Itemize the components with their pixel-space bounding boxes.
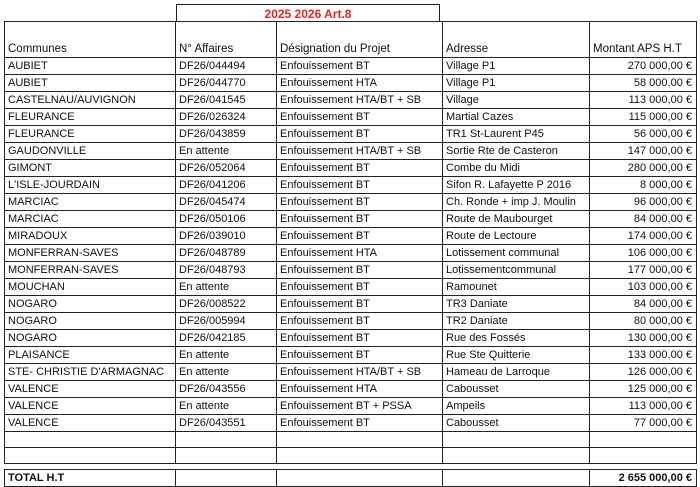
adresse-cell: Sortie Rte de Casteron bbox=[443, 143, 590, 160]
commune-cell: FLEURANCE bbox=[5, 109, 176, 126]
affaire-cell: DF26/042185 bbox=[176, 330, 277, 347]
empty-cell bbox=[176, 432, 277, 448]
table-row bbox=[5, 177, 697, 194]
adresse-cell: Martial Cazes bbox=[443, 109, 590, 126]
affaire-cell: DF26/044770 bbox=[176, 75, 277, 92]
montant-cell: 270 000,00 € bbox=[590, 58, 697, 75]
affaire-cell: En attente bbox=[176, 143, 277, 160]
affaire-cell: En attente bbox=[176, 279, 277, 296]
empty-row bbox=[5, 448, 697, 464]
designation-cell: Enfouissement BT + PSSA bbox=[277, 398, 443, 415]
header-montant: Montant APS H.T bbox=[590, 22, 697, 58]
affaire-cell: DF26/043556 bbox=[176, 381, 277, 398]
commune-cell: NOGARO bbox=[5, 296, 176, 313]
adresse-cell: Rue des Fossés bbox=[443, 330, 590, 347]
table-row bbox=[5, 330, 697, 347]
designation-cell: Enfouissement BT bbox=[277, 160, 443, 177]
table-row bbox=[5, 381, 697, 398]
total-empty-cell bbox=[443, 470, 590, 487]
total-amount: 2 655 000,00 € bbox=[590, 470, 697, 487]
montant-cell: 147 000,00 € bbox=[590, 143, 697, 160]
empty-cell bbox=[590, 432, 697, 448]
empty-cell bbox=[443, 432, 590, 448]
adresse-cell: Lotissement communal bbox=[443, 245, 590, 262]
adresse-cell: Village P1 bbox=[443, 58, 590, 75]
table-row bbox=[5, 364, 697, 381]
montant-cell: 115 000,00 € bbox=[590, 109, 697, 126]
designation-cell: Enfouissement BT bbox=[277, 262, 443, 279]
montant-cell: 58 000,00 € bbox=[590, 75, 697, 92]
designation-cell: Enfouissement BT bbox=[277, 194, 443, 211]
designation-cell: Enfouissement BT bbox=[277, 296, 443, 313]
montant-cell: 174 000,00 € bbox=[590, 228, 697, 245]
montant-cell: 77 000,00 € bbox=[590, 415, 697, 432]
montant-cell: 130 000,00 € bbox=[590, 330, 697, 347]
designation-cell: Enfouissement BT bbox=[277, 211, 443, 228]
table-body bbox=[5, 58, 697, 432]
table-row bbox=[5, 245, 697, 262]
adresse-cell: Ch. Ronde + imp J. Moulin bbox=[443, 194, 590, 211]
designation-cell: Enfouissement BT bbox=[277, 228, 443, 245]
commune-cell: MONFERRAN-SAVES bbox=[5, 262, 176, 279]
adresse-cell: TR3 Daniate bbox=[443, 296, 590, 313]
commune-cell: VALENCE bbox=[5, 398, 176, 415]
table-row bbox=[5, 92, 697, 109]
adresse-cell: Ramounet bbox=[443, 279, 590, 296]
affaire-cell: DF26/052064 bbox=[176, 160, 277, 177]
affaire-cell: En attente bbox=[176, 398, 277, 415]
table-row bbox=[5, 262, 697, 279]
commune-cell: STE- CHRISTIE D'ARMAGNAC bbox=[5, 364, 176, 381]
designation-cell: Enfouissement BT bbox=[277, 330, 443, 347]
table-row bbox=[5, 228, 697, 245]
designation-cell: Enfouissement HTA bbox=[277, 245, 443, 262]
commune-cell: MOUCHAN bbox=[5, 279, 176, 296]
designation-cell: Enfouissement HTA/BT + SB bbox=[277, 92, 443, 109]
table-row bbox=[5, 296, 697, 313]
affaire-cell: En attente bbox=[176, 347, 277, 364]
montant-cell: 126 000,00 € bbox=[590, 364, 697, 381]
table-row bbox=[5, 415, 697, 432]
header-row bbox=[5, 22, 697, 58]
empty-row bbox=[5, 432, 697, 448]
affaire-cell: DF26/043551 bbox=[176, 415, 277, 432]
table-row bbox=[5, 58, 697, 75]
adresse-cell: Lotissementcommunal bbox=[443, 262, 590, 279]
empty-cell bbox=[443, 448, 590, 464]
montant-cell: 177 000,00 € bbox=[590, 262, 697, 279]
adresse-cell: Cabousset bbox=[443, 381, 590, 398]
table-row bbox=[5, 313, 697, 330]
affaire-cell: DF26/005994 bbox=[176, 313, 277, 330]
adresse-cell: Route de Maubourget bbox=[443, 211, 590, 228]
table-row bbox=[5, 279, 697, 296]
commune-cell: AUBIET bbox=[5, 58, 176, 75]
table-row bbox=[5, 347, 697, 364]
adresse-cell: Route de Lectoure bbox=[443, 228, 590, 245]
affaire-cell: DF26/050106 bbox=[176, 211, 277, 228]
adresse-cell: Cabousset bbox=[443, 415, 590, 432]
commune-cell: MARCIAC bbox=[5, 211, 176, 228]
designation-cell: Enfouissement BT bbox=[277, 347, 443, 364]
commune-cell: GAUDONVILLE bbox=[5, 143, 176, 160]
table-row bbox=[5, 211, 697, 228]
designation-cell: Enfouissement BT bbox=[277, 177, 443, 194]
montant-cell: 106 000,00 € bbox=[590, 245, 697, 262]
header-adresse: Adresse bbox=[443, 22, 590, 58]
affaire-cell: En attente bbox=[176, 364, 277, 381]
montant-cell: 56 000,00 € bbox=[590, 126, 697, 143]
affaire-cell: DF26/043859 bbox=[176, 126, 277, 143]
designation-cell: Enfouissement BT bbox=[277, 109, 443, 126]
table-row bbox=[5, 75, 697, 92]
designation-cell: Enfouissement BT bbox=[277, 126, 443, 143]
designation-cell: Enfouissement BT bbox=[277, 279, 443, 296]
table-row bbox=[5, 109, 697, 126]
montant-cell: 84 000,00 € bbox=[590, 211, 697, 228]
montant-cell: 8 000,00 € bbox=[590, 177, 697, 194]
empty-cell bbox=[277, 448, 443, 464]
designation-cell: Enfouissement HTA bbox=[277, 381, 443, 398]
table-row bbox=[5, 398, 697, 415]
commune-cell: NOGARO bbox=[5, 330, 176, 347]
adresse-cell: Sifon R. Lafayette P 2016 bbox=[443, 177, 590, 194]
montant-cell: 84 000,00 € bbox=[590, 296, 697, 313]
empty-cell bbox=[176, 448, 277, 464]
header-designation: Désignation du Projet bbox=[277, 22, 443, 58]
designation-cell: Enfouissement BT bbox=[277, 415, 443, 432]
empty-cell bbox=[5, 448, 176, 464]
adresse-cell: TR1 St-Laurent P45 bbox=[443, 126, 590, 143]
montant-cell: 280 000,00 € bbox=[590, 160, 697, 177]
designation-cell: Enfouissement HTA/BT + SB bbox=[277, 364, 443, 381]
adresse-cell: Rue Ste Quitterie bbox=[443, 347, 590, 364]
adresse-cell: Village bbox=[443, 92, 590, 109]
designation-cell: Enfouissement BT bbox=[277, 58, 443, 75]
commune-cell: NOGARO bbox=[5, 313, 176, 330]
commune-cell: PLAISANCE bbox=[5, 347, 176, 364]
commune-cell: MARCIAC bbox=[5, 194, 176, 211]
affaire-cell: DF26/044494 bbox=[176, 58, 277, 75]
montant-cell: 125 000,00 € bbox=[590, 381, 697, 398]
empty-cell bbox=[5, 432, 176, 448]
commune-cell: AUBIET bbox=[5, 75, 176, 92]
designation-cell: Enfouissement HTA/BT + SB bbox=[277, 143, 443, 160]
affaire-cell: DF26/041206 bbox=[176, 177, 277, 194]
designation-cell: Enfouissement HTA bbox=[277, 75, 443, 92]
montant-cell: 113 000,00 € bbox=[590, 398, 697, 415]
header-communes: Communes bbox=[5, 22, 176, 58]
commune-cell: GIMONT bbox=[5, 160, 176, 177]
montant-cell: 96 000,00 € bbox=[590, 194, 697, 211]
adresse-cell: Combe du Midi bbox=[443, 160, 590, 177]
montant-cell: 133 000,00 € bbox=[590, 347, 697, 364]
adresse-cell: Hameau de Larroque bbox=[443, 364, 590, 381]
affaire-cell: DF26/048789 bbox=[176, 245, 277, 262]
affaire-cell: DF26/041545 bbox=[176, 92, 277, 109]
adresse-cell: Ampeils bbox=[443, 398, 590, 415]
total-label: TOTAL H.T bbox=[5, 470, 176, 487]
total-empty-cell bbox=[277, 470, 443, 487]
montant-cell: 113 000,00 € bbox=[590, 92, 697, 109]
adresse-cell: Village P1 bbox=[443, 75, 590, 92]
table-row bbox=[5, 160, 697, 177]
montant-cell: 103 000,00 € bbox=[590, 279, 697, 296]
affaire-cell: DF26/045474 bbox=[176, 194, 277, 211]
affaire-cell: DF26/048793 bbox=[176, 262, 277, 279]
empty-cell bbox=[590, 448, 697, 464]
header-affaires: N° Affaires bbox=[176, 22, 277, 58]
designation-cell: Enfouissement BT bbox=[277, 313, 443, 330]
commune-cell: VALENCE bbox=[5, 381, 176, 398]
affaire-cell: DF26/008522 bbox=[176, 296, 277, 313]
commune-cell: MONFERRAN-SAVES bbox=[5, 245, 176, 262]
commune-cell: VALENCE bbox=[5, 415, 176, 432]
affaire-cell: DF26/039010 bbox=[176, 228, 277, 245]
projects-table bbox=[4, 21, 697, 487]
commune-cell: FLEURANCE bbox=[5, 126, 176, 143]
commune-cell: CASTELNAU/AUVIGNON bbox=[5, 92, 176, 109]
table-row bbox=[5, 126, 697, 143]
affaire-cell: DF26/026324 bbox=[176, 109, 277, 126]
sheet-title: 2025 2026 Art.8 bbox=[176, 4, 440, 22]
empty-cell bbox=[277, 432, 443, 448]
total-empty-cell bbox=[176, 470, 277, 487]
total-row bbox=[5, 470, 697, 487]
montant-cell: 80 000,00 € bbox=[590, 313, 697, 330]
commune-cell: MIRADOUX bbox=[5, 228, 176, 245]
table-row bbox=[5, 143, 697, 160]
table-row bbox=[5, 194, 697, 211]
adresse-cell: TR2 Daniate bbox=[443, 313, 590, 330]
commune-cell: L'ISLE-JOURDAIN bbox=[5, 177, 176, 194]
